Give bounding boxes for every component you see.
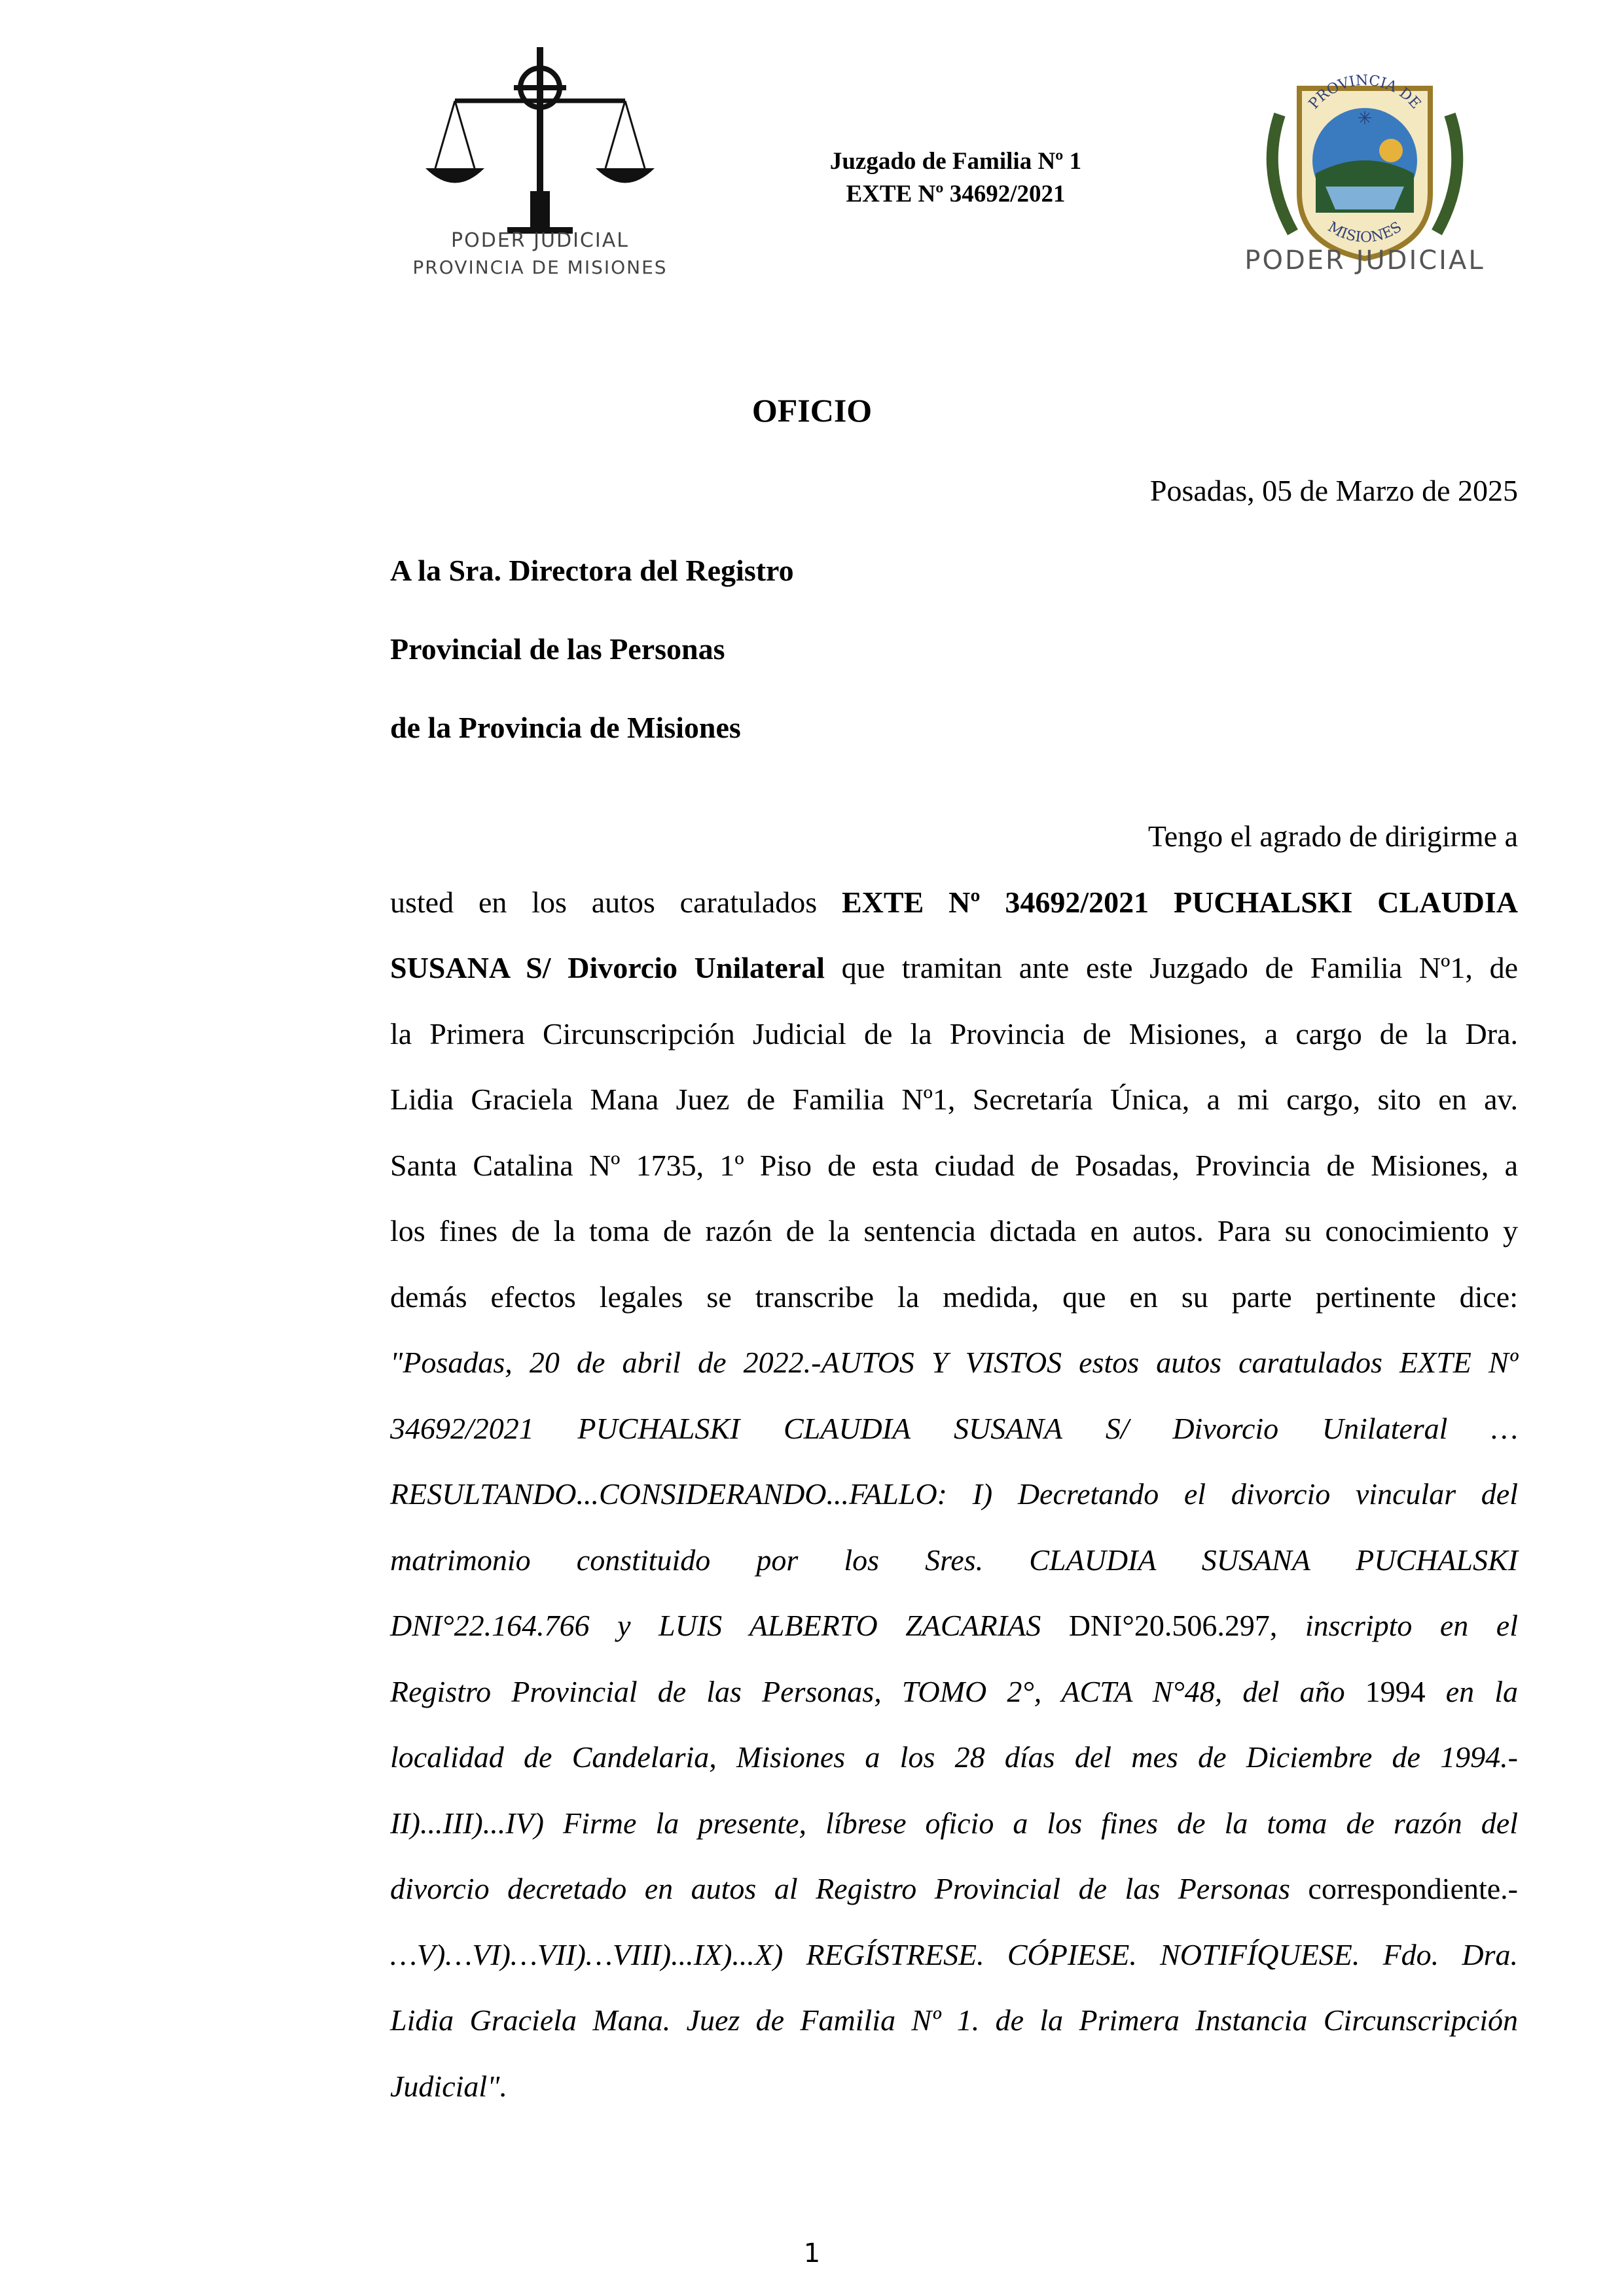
body-text-segment: que tramitan ante este Juzgado de Familia Nº1, de (824, 951, 1518, 984)
body-line (390, 1396, 1518, 1462)
body-text-segment: Lidia Graciela Mana Juez de Familia Nº1, Secretaría Única, a mi cargo, sito en av. (390, 1083, 1518, 1116)
court-name: Juzgado de Familia Nº 1 (829, 148, 1082, 175)
case-number: EXTE Nº 34692/2021 (846, 181, 1066, 207)
document-body (390, 804, 1518, 2119)
body-line (390, 1133, 1518, 1199)
body-line (390, 1067, 1518, 1133)
poder-judicial-scales-logo (399, 41, 681, 289)
body-text-segment: Judicial". (390, 2069, 507, 2103)
body-line (390, 935, 1518, 1001)
addressee-line-1: A la Sra. Directora del Registro (390, 554, 794, 587)
body-line (390, 1265, 1518, 1331)
document-date: Posadas, 05 de Marzo de 2025 (1149, 474, 1518, 507)
body-text-segment: localidad de Candelaria, Misiones a los 28 días del mes de Diciembre de 1994.- (390, 1740, 1518, 1774)
body-text-segment: DNI°20.506.297, (1041, 1609, 1305, 1642)
body-text-segment: matrimonio constituido por los Sres. CLAUDIA SUSANA PUCHALSKI (390, 1543, 1518, 1577)
body-text-segment: RESULTANDO...CONSIDERANDO...FALLO: I) Decretando el divorcio vincular del (390, 1477, 1518, 1511)
right-logo-label: PODER JUDICIAL (1244, 245, 1485, 276)
body-text-segment: EXTE Nº 34692/2021 PUCHALSKI CLAUDIA (841, 885, 1518, 919)
addressee-line-2: Provincial de las Personas (390, 632, 725, 666)
document-title: OFICIO (751, 392, 873, 429)
body-text-segment: II)...III)...IV) Firme la presente, líbrese oficio a los fines de la toma de razón del (390, 1806, 1518, 1840)
body-line (390, 1462, 1518, 1528)
body-text-segment: Lidia Graciela Mana. Juez de Familia Nº 1. de la Primera Instancia Circunscripción (390, 2003, 1518, 2037)
body-text-segment: SUSANA S/ Divorcio Unilateral (390, 951, 825, 984)
seal-text-top: PROVINCIA DE (1305, 72, 1424, 113)
addressee-line-3: de la Provincia de Misiones (390, 711, 741, 744)
body-line (390, 1791, 1518, 1857)
body-text-segment: la Primera Circunscripción Judicial de la Provincia de Misiones, a cargo de la Dra. (390, 1016, 1518, 1050)
body-line (390, 1001, 1518, 1067)
svg-text:✳: ✳ (1357, 107, 1373, 129)
body-text-segment: Registro Provincial de las Personas, TOMO 2°, ACTA N°48, del año (390, 1674, 1365, 1708)
body-text-segment: correspondiente.- (1290, 1872, 1518, 1905)
body-text-segment: DNI°22.164.766 y LUIS ALBERTO ZACARIAS (390, 1609, 1041, 1642)
body-line (390, 1528, 1518, 1594)
body-line (390, 1593, 1518, 1659)
body-text-segment: Santa Catalina Nº 1735, 1º Piso de esta ciudad de Posadas, Provincia de Misiones, a (390, 1148, 1518, 1182)
body-line (390, 1198, 1518, 1265)
body-text-segment: demás efectos legales se transcribe la medida, que en su parte pertinente dice: (390, 1280, 1518, 1314)
body-text-segment: divorcio decretado en autos al Registro Provincial de las Personas (390, 1872, 1290, 1905)
body-text-segment: …V)…VI)…VII)…VIII)...IX)...X) REGÍSTRESE. CÓPIESE. NOTIFÍQUESE. Fdo. Dra. (390, 1937, 1518, 1971)
left-logo-line-1: PODER JUDICIAL (451, 229, 629, 252)
body-text-segment: usted en los autos caratulados (390, 885, 842, 919)
body-text-segment: 34692/2021 PUCHALSKI CLAUDIA SUSANA S/ Divorcio Unilateral … (390, 1411, 1518, 1445)
court-header (740, 145, 1172, 211)
body-text-segment: en la (1425, 1674, 1518, 1708)
page-number: 1 (803, 2238, 821, 2269)
body-line (390, 1988, 1518, 2054)
body-line (390, 1856, 1518, 1922)
body-text-segment: "Posadas, 20 de abril de 2022.-AUTOS Y VISTOS estos autos caratulados EXTE Nº (390, 1346, 1518, 1379)
body-line (390, 2054, 1518, 2120)
body-text-segment: los fines de la toma de razón de la sentencia dictada en autos. Para su conocimiento y (390, 1214, 1518, 1247)
seal-text-bottom: MISIONES (1325, 219, 1405, 246)
body-text-segment: 1994 (1365, 1674, 1426, 1708)
body-line (390, 1725, 1518, 1791)
left-logo-line-2: PROVINCIA DE MISIONES (412, 257, 668, 278)
body-text-segment: Tengo el agrado de dirigirme a (1147, 819, 1518, 853)
body-line (390, 1659, 1518, 1725)
body-line (390, 1922, 1518, 1988)
body-text-segment: inscripto en el (1305, 1609, 1518, 1642)
body-line (390, 804, 1518, 870)
body-line (390, 1330, 1518, 1396)
body-line (390, 870, 1518, 936)
